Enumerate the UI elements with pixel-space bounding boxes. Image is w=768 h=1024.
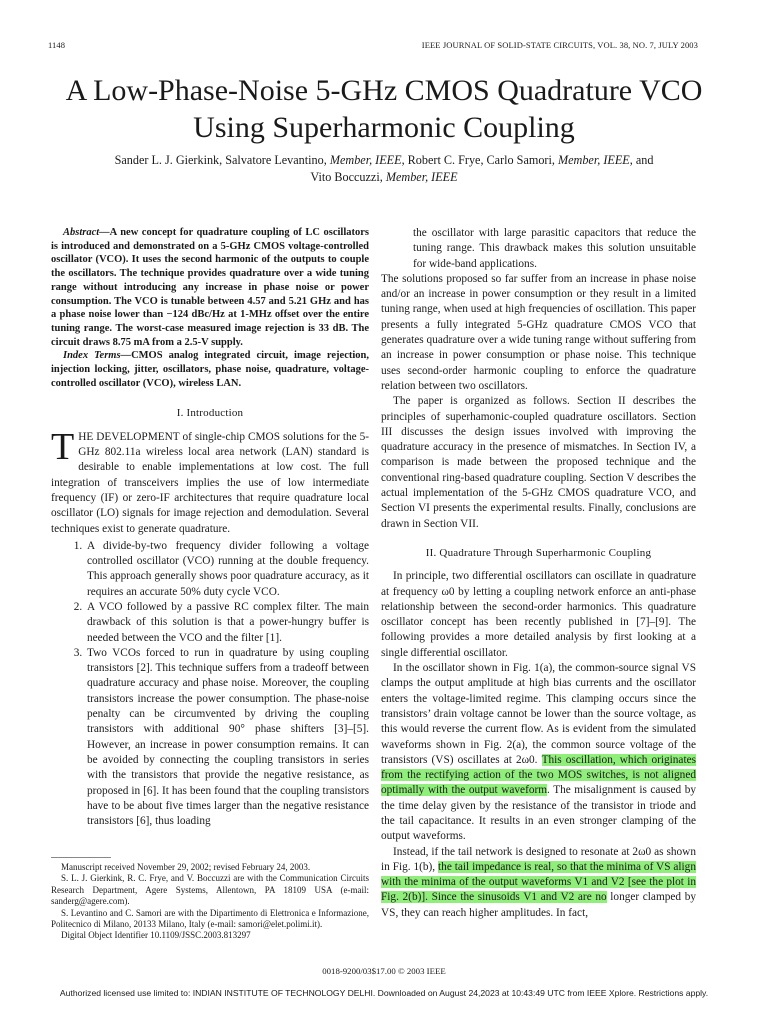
list-continuation: the oscillator with large parasitic capacitors that reduce the tuning range. This drawback makes this solution unsuitable for wide-band applications. <box>413 227 696 270</box>
index-terms-label: Index Terms— <box>63 350 132 362</box>
running-header: IEEE JOURNAL OF SOLID-STATE CIRCUITS, VOL. 38, NO. 7, JULY 2003 <box>421 40 698 50</box>
footnotes <box>51 857 369 942</box>
membership-2: Member, IEEE <box>557 153 630 167</box>
index-terms-text: CMOS analog integrated circuit, image rejection, injection locking, jitter, oscillators, phase noise, quadrature, voltage-controlled oscillator (VCO), wireless LAN. <box>51 350 369 389</box>
abstract <box>51 226 369 349</box>
list-item: 3. Two VCOs forced to run in quadrature by using coupling transistors [2]. This technique suffers from a tradeoff between quadrature accuracy and phase noise. Moreover, the coupling transistors increase the power consumption. The phase-noise penalty can be circumvented by driving the coupling transistors with additional 90° phase shifters [3]–[5]. However, an increase in power consumption remains. It can be avoided by connecting the coupling transistors in series with the transistors that provide the negative resistance, as proposed in [6]. It has been found that the coupling transistors have to be about five times larger than the negative resistance transistors [6], thus loading <box>85 646 369 830</box>
author-names-1: Sander L. J. Gierkink, Salvatore Levantino, <box>114 153 330 167</box>
author-names-4: Vito Boccuzzi, <box>310 170 386 184</box>
text-run: Instead, if the tail network is designed to resonate at 2ω0 as shown in Fig. 1(b), <box>381 845 696 873</box>
footnote: S. L. J. Gierkink, R. C. Frye, and V. Boccuzzi are with the Communication Circuits Research Department, Agere Systems, Allentown, PA 18109 USA (e-mail: sanderg@agere.com). <box>51 873 369 907</box>
license-notice: Authorized licensed use limited to: INDIAN INSTITUTE OF TECHNOLOGY DELHI. Downloaded on August 24,2023 at 10:43:49 UTC from IEEE Xplore. Restrictions apply. <box>59 988 709 998</box>
page-number: 1148 <box>48 40 66 50</box>
right-column <box>381 226 696 921</box>
membership-1: Member, IEEE <box>329 153 402 167</box>
paper-title <box>0 72 768 146</box>
author-names-2: , Robert C. Frye, Carlo Samori, <box>401 153 558 167</box>
footnote: Manuscript received November 29, 2002; revised February 24, 2003. <box>61 862 311 872</box>
drop-cap: T <box>51 425 75 468</box>
paragraph: The paper is organized as follows. Section II describes the principles of superhamonic-coupled quadrature oscillators. Section III discusses the design issues involved with improving the quadrature accuracy in the presence of mismatches. In Section IV, a comparison is made between the proposed technique and the conventional ring-based quadrature coupling. Section V describes the actual implementation of the 5-GHz CMOS quadrature VCO, and Section VI presents the experimental results. Finally, conclusions are drawn in Section VII. <box>381 395 696 530</box>
technique-list <box>51 539 369 830</box>
membership-3: Member, IEEE <box>385 170 458 184</box>
section-heading-introduction: I. Introduction <box>176 407 244 420</box>
footnote: S. Levantino and C. Samori are with the Dipartimento di Elettronica e Informazione, Politecnico di Milano, 20133 Milano, Italy (e-mail: samori@elet.polimi.it). <box>51 907 369 930</box>
intro-paragraph <box>51 425 369 537</box>
paragraph: The solutions proposed so far suffer from an increase in phase noise and/or an increase in power consumption or they result in a limited tuning range, when used at high frequencies of oscillation. This paper presents a fully integrated 5-GHz quadrature CMOS VCO that generates quadrature over a wide tuning range without suffering from an increase in power consumption or phase noise. This technique uses second-order harmonic coupling to enforce the quadrature relation between two oscillators. <box>381 272 696 392</box>
left-column <box>51 226 369 829</box>
highlighted-text: This oscillation, which originates from the rectifying action of the two MOS switches, is not aligned optimally with the output waveform <box>381 753 696 797</box>
text-run: longer clamped by VS, they can reach higher amplitudes. In fact, <box>381 891 696 919</box>
text-run: In the oscillator shown in Fig. 1(a), the common-source signal VS clamps the output amplitude at high bias currents and the oscillator enters the voltage-limited regime. This clamping occurs since the transistors’ drain voltage cannot be lower than the source voltage, as this would reverse the current flow. As is evident from the simulated waveforms shown in Fig. 2(a), the common source voltage of the transistors (VS) oscillates at 2ω0. <box>381 662 696 766</box>
abstract-label: Abstract— <box>63 227 110 238</box>
author-names-3: , and <box>629 153 654 167</box>
footnote-divider <box>51 857 111 858</box>
section-heading-2: II. Quadrature Through Superharmonic Coupling <box>425 546 652 559</box>
list-item: 2. A VCO followed by a passive RC complex filter. The main drawback of this solution is that a power-hungry buffer is needed between the VCO and the filter [1]. <box>85 600 369 646</box>
paragraph: In principle, two differential oscillators can oscillate in quadrature at frequency ω0 by letting a coupling network enforce an anti-phase relationship between the second-order harmonics. This quadrature oscillator concept has been recently published in [7]–[9]. The following provides a more detailed analysis by first looking at a single differential oscillator. <box>381 570 696 659</box>
intro-text: HE DEVELOPMENT of single-chip CMOS solutions for the 5-GHz 802.11a wireless local area network (LAN) standard is desirable to enable implementations at low cost. The full integration of transceivers implies the use of low intermediate frequency (IF) or zero-IF architectures that require quadrature local oscillator (LO) signals for image rejection and demodulation. Several techniques exist to generate quadrature. <box>51 430 369 535</box>
title-line-2: Using Superharmonic Coupling <box>193 111 575 144</box>
list-item: 1. A divide-by-two frequency divider following a voltage controlled oscillator (VCO) running at the double frequency. This approach generally shows poor quadrature accuracy, as it requires an accurate 50% duty cycle VCO. <box>85 539 369 600</box>
abstract-text: A new concept for quadrature coupling of LC oscillators is introduced and demonstrated on a 5-GHz CMOS voltage-controlled oscillator (VCO). It uses the second harmonic of the outputs to couple the oscillators. The technique provides quadrature over a wide tuning range without introducing any increase in phase noise or power consumption. The VCO is tunable between 4.57 and 5.21 GHz and has a phase noise lower than −124 dBc/Hz at 1-MHz offset over the entire tuning range. The worst-case measured image rejection is 33 dB. The circuit draws 8.75 mA from a 2.5-V supply. <box>51 227 369 348</box>
highlighted-text: the tail impedance is real, so that the minima of VS align with the minima of the output waveforms V1 and V2 [see the plot in Fig. 2(b)]. Since the sinusoids V1 and V2 are no <box>381 860 696 904</box>
paragraph <box>381 661 696 845</box>
text-run: . The misalignment is caused by the time delay given by the resistance of the transistor in triode and the tail capacitance. It results in an even stronger clamping of the output waveforms. <box>381 784 696 843</box>
index-terms <box>51 349 369 390</box>
paragraph <box>381 845 696 921</box>
footnote: Digital Object Identifier 10.1109/JSSC.2003.813297 <box>61 930 251 941</box>
title-line-1: A Low-Phase-Noise 5-GHz CMOS Quadrature VCO <box>65 74 703 107</box>
copyright-line: 0018-9200/03$17.00 © 2003 IEEE <box>322 966 446 976</box>
author-list <box>40 152 728 186</box>
